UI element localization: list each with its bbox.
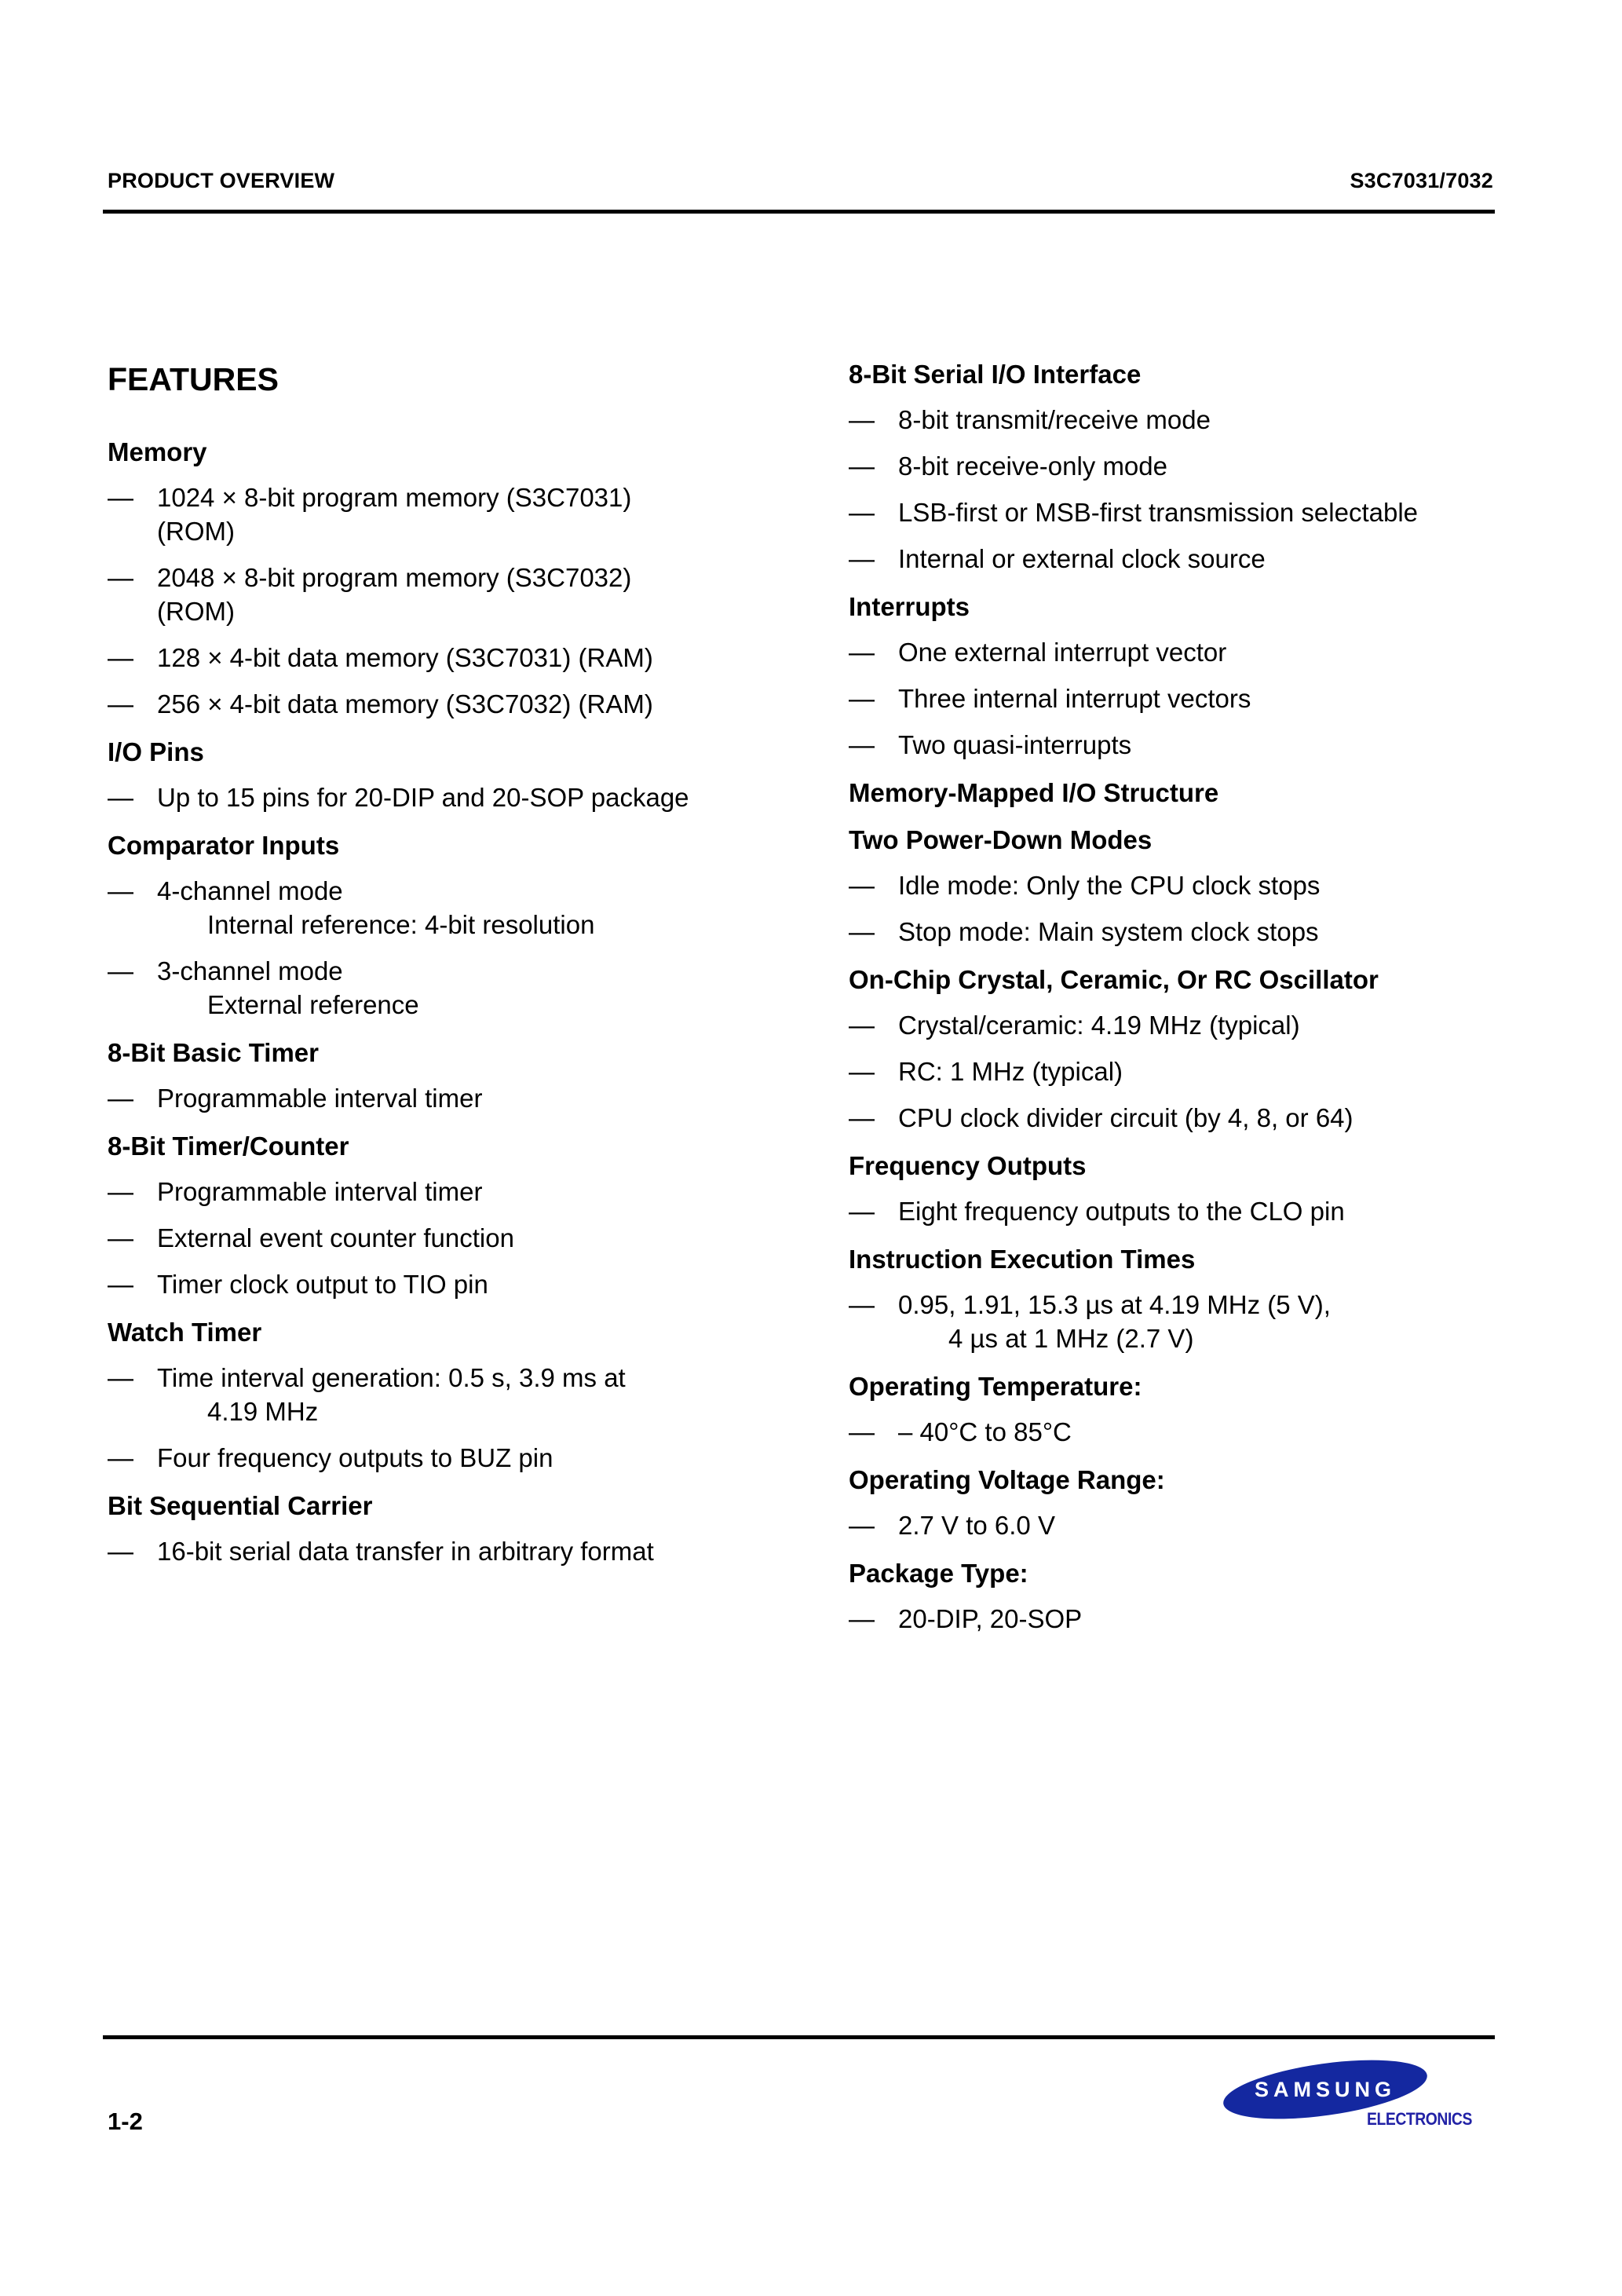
feature-item <box>849 915 1540 949</box>
feature-section-package-type <box>849 1556 1540 1636</box>
em-dash-bullet: — <box>849 544 875 573</box>
feature-item-continuation: (ROM) <box>157 597 235 626</box>
feature-item-text: Two quasi-interrupts <box>898 730 1132 759</box>
feature-item <box>108 1361 798 1428</box>
em-dash-bullet: — <box>849 1604 875 1633</box>
samsung-logo-text: SAMSUNG <box>1254 2078 1397 2101</box>
feature-item <box>108 641 798 675</box>
feature-section-operating-voltage-range <box>849 1463 1540 1542</box>
feature-item <box>849 449 1540 483</box>
feature-item <box>108 481 798 548</box>
feature-item <box>849 1008 1540 1042</box>
header-rule <box>103 210 1495 214</box>
section-heading: Comparator Inputs <box>108 831 340 860</box>
feature-section-watch-timer <box>108 1315 798 1475</box>
section-heading: Operating Voltage Range: <box>849 1465 1165 1494</box>
feature-section-operating-temperature <box>849 1369 1540 1449</box>
feature-item-text: Stop mode: Main system clock stops <box>898 917 1319 946</box>
em-dash-bullet: — <box>108 956 133 985</box>
feature-section-interrupts <box>849 590 1540 762</box>
feature-item <box>849 1101 1540 1135</box>
em-dash-bullet: — <box>108 1084 133 1113</box>
feature-item-text: Eight frequency outputs to the CLO pin <box>898 1197 1345 1226</box>
feature-section-memory <box>108 435 798 721</box>
feature-item <box>849 1508 1540 1542</box>
left-column <box>108 357 798 1582</box>
section-heading: Memory <box>108 437 207 466</box>
feature-item-text: Timer clock output to TIO pin <box>157 1270 488 1299</box>
section-heading: Frequency Outputs <box>849 1151 1087 1180</box>
feature-item <box>849 1415 1540 1449</box>
feature-section-comparator-inputs <box>108 828 798 1022</box>
feature-item <box>108 1267 798 1301</box>
feature-item-text: 128 × 4-bit data memory (S3C7031) (RAM) <box>157 643 653 672</box>
feature-section-8-bit-basic-timer <box>108 1036 798 1115</box>
feature-section-on-chip-crystal-ceramic-or-rc-oscillator <box>849 963 1540 1135</box>
feature-item-text: Three internal interrupt vectors <box>898 684 1251 713</box>
em-dash-bullet: — <box>108 689 133 718</box>
electronics-wordmark: ELECTRONICS <box>1367 2109 1472 2129</box>
section-heading: Operating Temperature: <box>849 1372 1142 1401</box>
feature-item-text: Crystal/ceramic: 4.19 MHz (typical) <box>898 1011 1300 1040</box>
feature-section-instruction-execution-times <box>849 1242 1540 1355</box>
em-dash-bullet: — <box>849 1103 875 1132</box>
feature-item <box>849 728 1540 762</box>
feature-item-detail: External reference <box>207 990 419 1019</box>
section-heading: Package Type: <box>849 1559 1028 1588</box>
feature-item-text: 16-bit serial data transfer in arbitrary format <box>157 1537 654 1566</box>
em-dash-bullet: — <box>108 1443 133 1472</box>
feature-item <box>108 781 798 814</box>
em-dash-bullet: — <box>849 1197 875 1226</box>
section-heading: Instruction Execution Times <box>849 1245 1196 1274</box>
section-heading: Memory-Mapped I/O Structure <box>849 778 1219 807</box>
feature-section-frequency-outputs <box>849 1149 1540 1228</box>
feature-item-text: 3-channel mode <box>157 956 343 985</box>
feature-item <box>849 495 1540 529</box>
em-dash-bullet: — <box>849 1011 875 1040</box>
em-dash-bullet: — <box>849 917 875 946</box>
section-heading: Interrupts <box>849 592 970 621</box>
running-header-part-number: S3C7031/7032 <box>1350 169 1493 192</box>
em-dash-bullet: — <box>849 730 875 759</box>
right-column <box>849 357 1540 1650</box>
section-heading: On-Chip Crystal, Ceramic, Or RC Oscillator <box>849 965 1379 994</box>
em-dash-bullet: — <box>849 1057 875 1086</box>
feature-item-text: 2.7 V to 6.0 V <box>898 1511 1055 1540</box>
feature-item-text: Internal or external clock source <box>898 544 1266 573</box>
em-dash-bullet: — <box>108 1537 133 1566</box>
footer-rule <box>103 2035 1495 2039</box>
feature-item-text: 8-bit transmit/receive mode <box>898 405 1211 434</box>
em-dash-bullet: — <box>108 783 133 812</box>
feature-item-text: LSB-first or MSB-first transmission selectable <box>898 498 1419 527</box>
feature-item-text: 4-channel mode <box>157 876 343 905</box>
feature-item-text: – 40°C to 85°C <box>898 1417 1072 1446</box>
feature-section-i-o-pins <box>108 735 798 814</box>
em-dash-bullet: — <box>849 1417 875 1446</box>
em-dash-bullet: — <box>849 452 875 481</box>
feature-section-bit-sequential-carrier <box>108 1489 798 1568</box>
section-heading: I/O Pins <box>108 737 204 766</box>
feature-item-text: Programmable interval timer <box>157 1177 483 1206</box>
em-dash-bullet: — <box>108 876 133 905</box>
em-dash-bullet: — <box>108 1363 133 1392</box>
feature-item <box>849 635 1540 669</box>
em-dash-bullet: — <box>108 643 133 672</box>
em-dash-bullet: — <box>849 1290 875 1319</box>
feature-item-text: Up to 15 pins for 20-DIP and 20-SOP package <box>157 783 689 812</box>
feature-section-8-bit-timer-counter <box>108 1129 798 1301</box>
feature-item-text: CPU clock divider circuit (by 4, 8, or 64) <box>898 1103 1353 1132</box>
feature-section-8-bit-serial-i-o-interface <box>849 357 1540 576</box>
feature-item <box>108 561 798 628</box>
feature-section-two-power-down-modes <box>849 823 1540 949</box>
feature-item-text: One external interrupt vector <box>898 638 1227 667</box>
feature-item-detail: Internal reference: 4-bit resolution <box>207 910 595 939</box>
feature-item-text: Time interval generation: 0.5 s, 3.9 ms at <box>157 1363 626 1392</box>
feature-item <box>849 542 1540 576</box>
feature-item-text: Programmable interval timer <box>157 1084 483 1113</box>
feature-item <box>849 1055 1540 1088</box>
em-dash-bullet: — <box>108 1270 133 1299</box>
feature-item <box>849 403 1540 437</box>
em-dash-bullet: — <box>849 405 875 434</box>
feature-item-detail: 4 µs at 1 MHz (2.7 V) <box>948 1324 1194 1353</box>
feature-item <box>108 1175 798 1208</box>
feature-item <box>108 687 798 721</box>
feature-item-continuation: (ROM) <box>157 517 235 546</box>
feature-item <box>849 1288 1540 1355</box>
feature-item-text: 0.95, 1.91, 15.3 µs at 4.19 MHz (5 V), <box>898 1290 1331 1319</box>
feature-item <box>108 1221 798 1255</box>
em-dash-bullet: — <box>849 684 875 713</box>
feature-item <box>108 1441 798 1475</box>
running-header-section: PRODUCT OVERVIEW <box>108 169 335 192</box>
em-dash-bullet: — <box>108 483 133 512</box>
feature-item-text: Four frequency outputs to BUZ pin <box>157 1443 553 1472</box>
left-feature-list <box>108 435 798 1568</box>
em-dash-bullet: — <box>849 1511 875 1540</box>
em-dash-bullet: — <box>108 1177 133 1206</box>
feature-item <box>108 874 798 941</box>
feature-item <box>108 954 798 1022</box>
feature-item <box>849 682 1540 715</box>
section-heading: 8-Bit Basic Timer <box>108 1038 319 1067</box>
section-heading: Two Power-Down Modes <box>849 825 1153 854</box>
feature-item-text: 8-bit receive-only mode <box>898 452 1167 481</box>
section-heading: 8-Bit Serial I/O Interface <box>849 360 1142 389</box>
em-dash-bullet: — <box>849 871 875 900</box>
page-title: FEATURES <box>108 361 279 397</box>
feature-item-text: 1024 × 8-bit program memory (S3C7031) <box>157 483 632 512</box>
right-feature-list <box>849 357 1540 1636</box>
feature-item-text: RC: 1 MHz (typical) <box>898 1057 1123 1086</box>
em-dash-bullet: — <box>849 638 875 667</box>
feature-item <box>108 1081 798 1115</box>
em-dash-bullet: — <box>108 1223 133 1252</box>
feature-item <box>849 1194 1540 1228</box>
feature-item <box>108 1534 798 1568</box>
feature-item <box>849 1602 1540 1636</box>
feature-item-text: 256 × 4-bit data memory (S3C7032) (RAM) <box>157 689 653 718</box>
page-number: 1-2 <box>108 2108 143 2135</box>
em-dash-bullet: — <box>108 563 133 592</box>
feature-item-text: Idle mode: Only the CPU clock stops <box>898 871 1321 900</box>
em-dash-bullet: — <box>849 498 875 527</box>
section-heading: Watch Timer <box>108 1318 262 1347</box>
section-heading: 8-Bit Timer/Counter <box>108 1132 349 1161</box>
feature-item-text: 20-DIP, 20-SOP <box>898 1604 1083 1633</box>
section-heading: Bit Sequential Carrier <box>108 1491 373 1520</box>
feature-item-text: 2048 × 8-bit program memory (S3C7032) <box>157 563 632 592</box>
feature-section-memory-mapped-i-o-structure <box>849 776 1540 810</box>
feature-item <box>849 868 1540 902</box>
feature-item-text: External event counter function <box>157 1223 514 1252</box>
feature-item-detail: 4.19 MHz <box>207 1397 319 1426</box>
